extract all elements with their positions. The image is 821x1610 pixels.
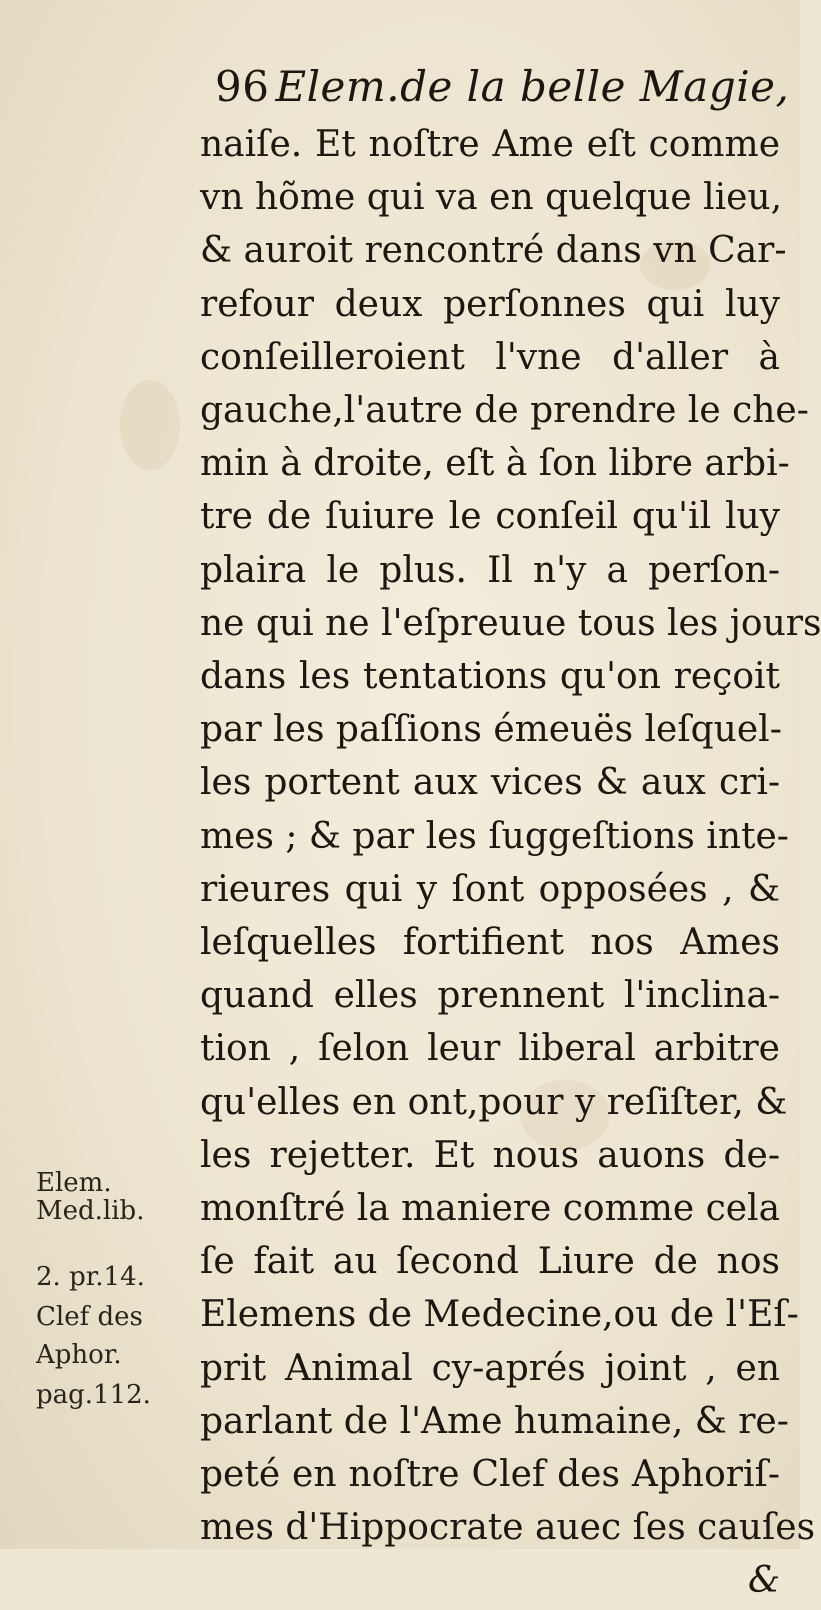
page-number: 96 (215, 62, 270, 111)
text-line: gauche,l'autre de prendre le che- (200, 390, 809, 431)
text-line: tre de ſuiure le conſeil qu'il luy (200, 496, 780, 538)
catchword: & (747, 1560, 780, 1602)
margin-note-line: Elem. (36, 1168, 112, 1198)
text-line: min à droite, eſt à ſon libre arbi- (200, 443, 790, 485)
paper-stain (120, 380, 180, 470)
text-line: naiſe. Et noſtre Ame eſt comme (200, 124, 780, 165)
text-line: Elemens de Medecine,ou de l'Eſ- (200, 1294, 799, 1336)
text-line: mes ; & par les ſuggeſtions inte- (200, 815, 789, 857)
text-line: prit Animal cy-aprés joint , en (200, 1347, 780, 1389)
text-line: leſquelles fortifient nos Ames (200, 922, 780, 963)
text-line: refour deux perſonnes qui luy (200, 283, 780, 325)
text-line: les portent aux vices & aux cri- (200, 762, 780, 804)
text-line: plaira le plus. Il n'y a perſon- (200, 549, 780, 591)
text-line: monſtré la maniere comme cela (200, 1188, 781, 1229)
text-line: qu'elles en ont,pour y reſiſter, & (200, 1081, 788, 1123)
text-line: parlant de l'Ame humaine, & re- (200, 1400, 789, 1442)
margin-note-line: Aphor. (36, 1340, 122, 1370)
margin-note-line: pag.112. (36, 1380, 151, 1410)
text-line: vn hõme qui va en quelque lieu, (200, 177, 783, 219)
text-line: quand elles prennent l'inclina- (200, 975, 780, 1017)
margin-note-line: 2. pr.14. (36, 1262, 145, 1292)
margin-note-line: Clef des (36, 1302, 143, 1332)
text-line: tion , ſelon leur liberal arbitre (200, 1028, 780, 1070)
running-header (215, 62, 789, 111)
text-line: ne qui ne l'eſpreuue tous les jours (200, 602, 821, 644)
text-line: peté en noſtre Clef des Aphoriſ- (200, 1454, 780, 1495)
text-line: rieures qui y ſont opposées , & (200, 868, 780, 910)
text-line: les rejetter. Et nous auons de- (200, 1134, 780, 1176)
text-line: ſe fait au ſecond Liure de nos (200, 1241, 780, 1283)
text-line: dans les tentations qu'on reçoit (200, 656, 780, 697)
running-title: Elem.de la belle Magie, (275, 62, 790, 111)
margin-note-line: Med.lib. (36, 1196, 145, 1226)
text-line: conſeilleroient l'vne d'aller à (200, 336, 780, 378)
text-line: mes d'Hippocrate auec ſes cauſes (200, 1507, 816, 1549)
text-line: & auroit rencontré dans vn Car- (200, 230, 787, 272)
text-line: par les paſſions émeuës leſquel- (200, 709, 782, 751)
